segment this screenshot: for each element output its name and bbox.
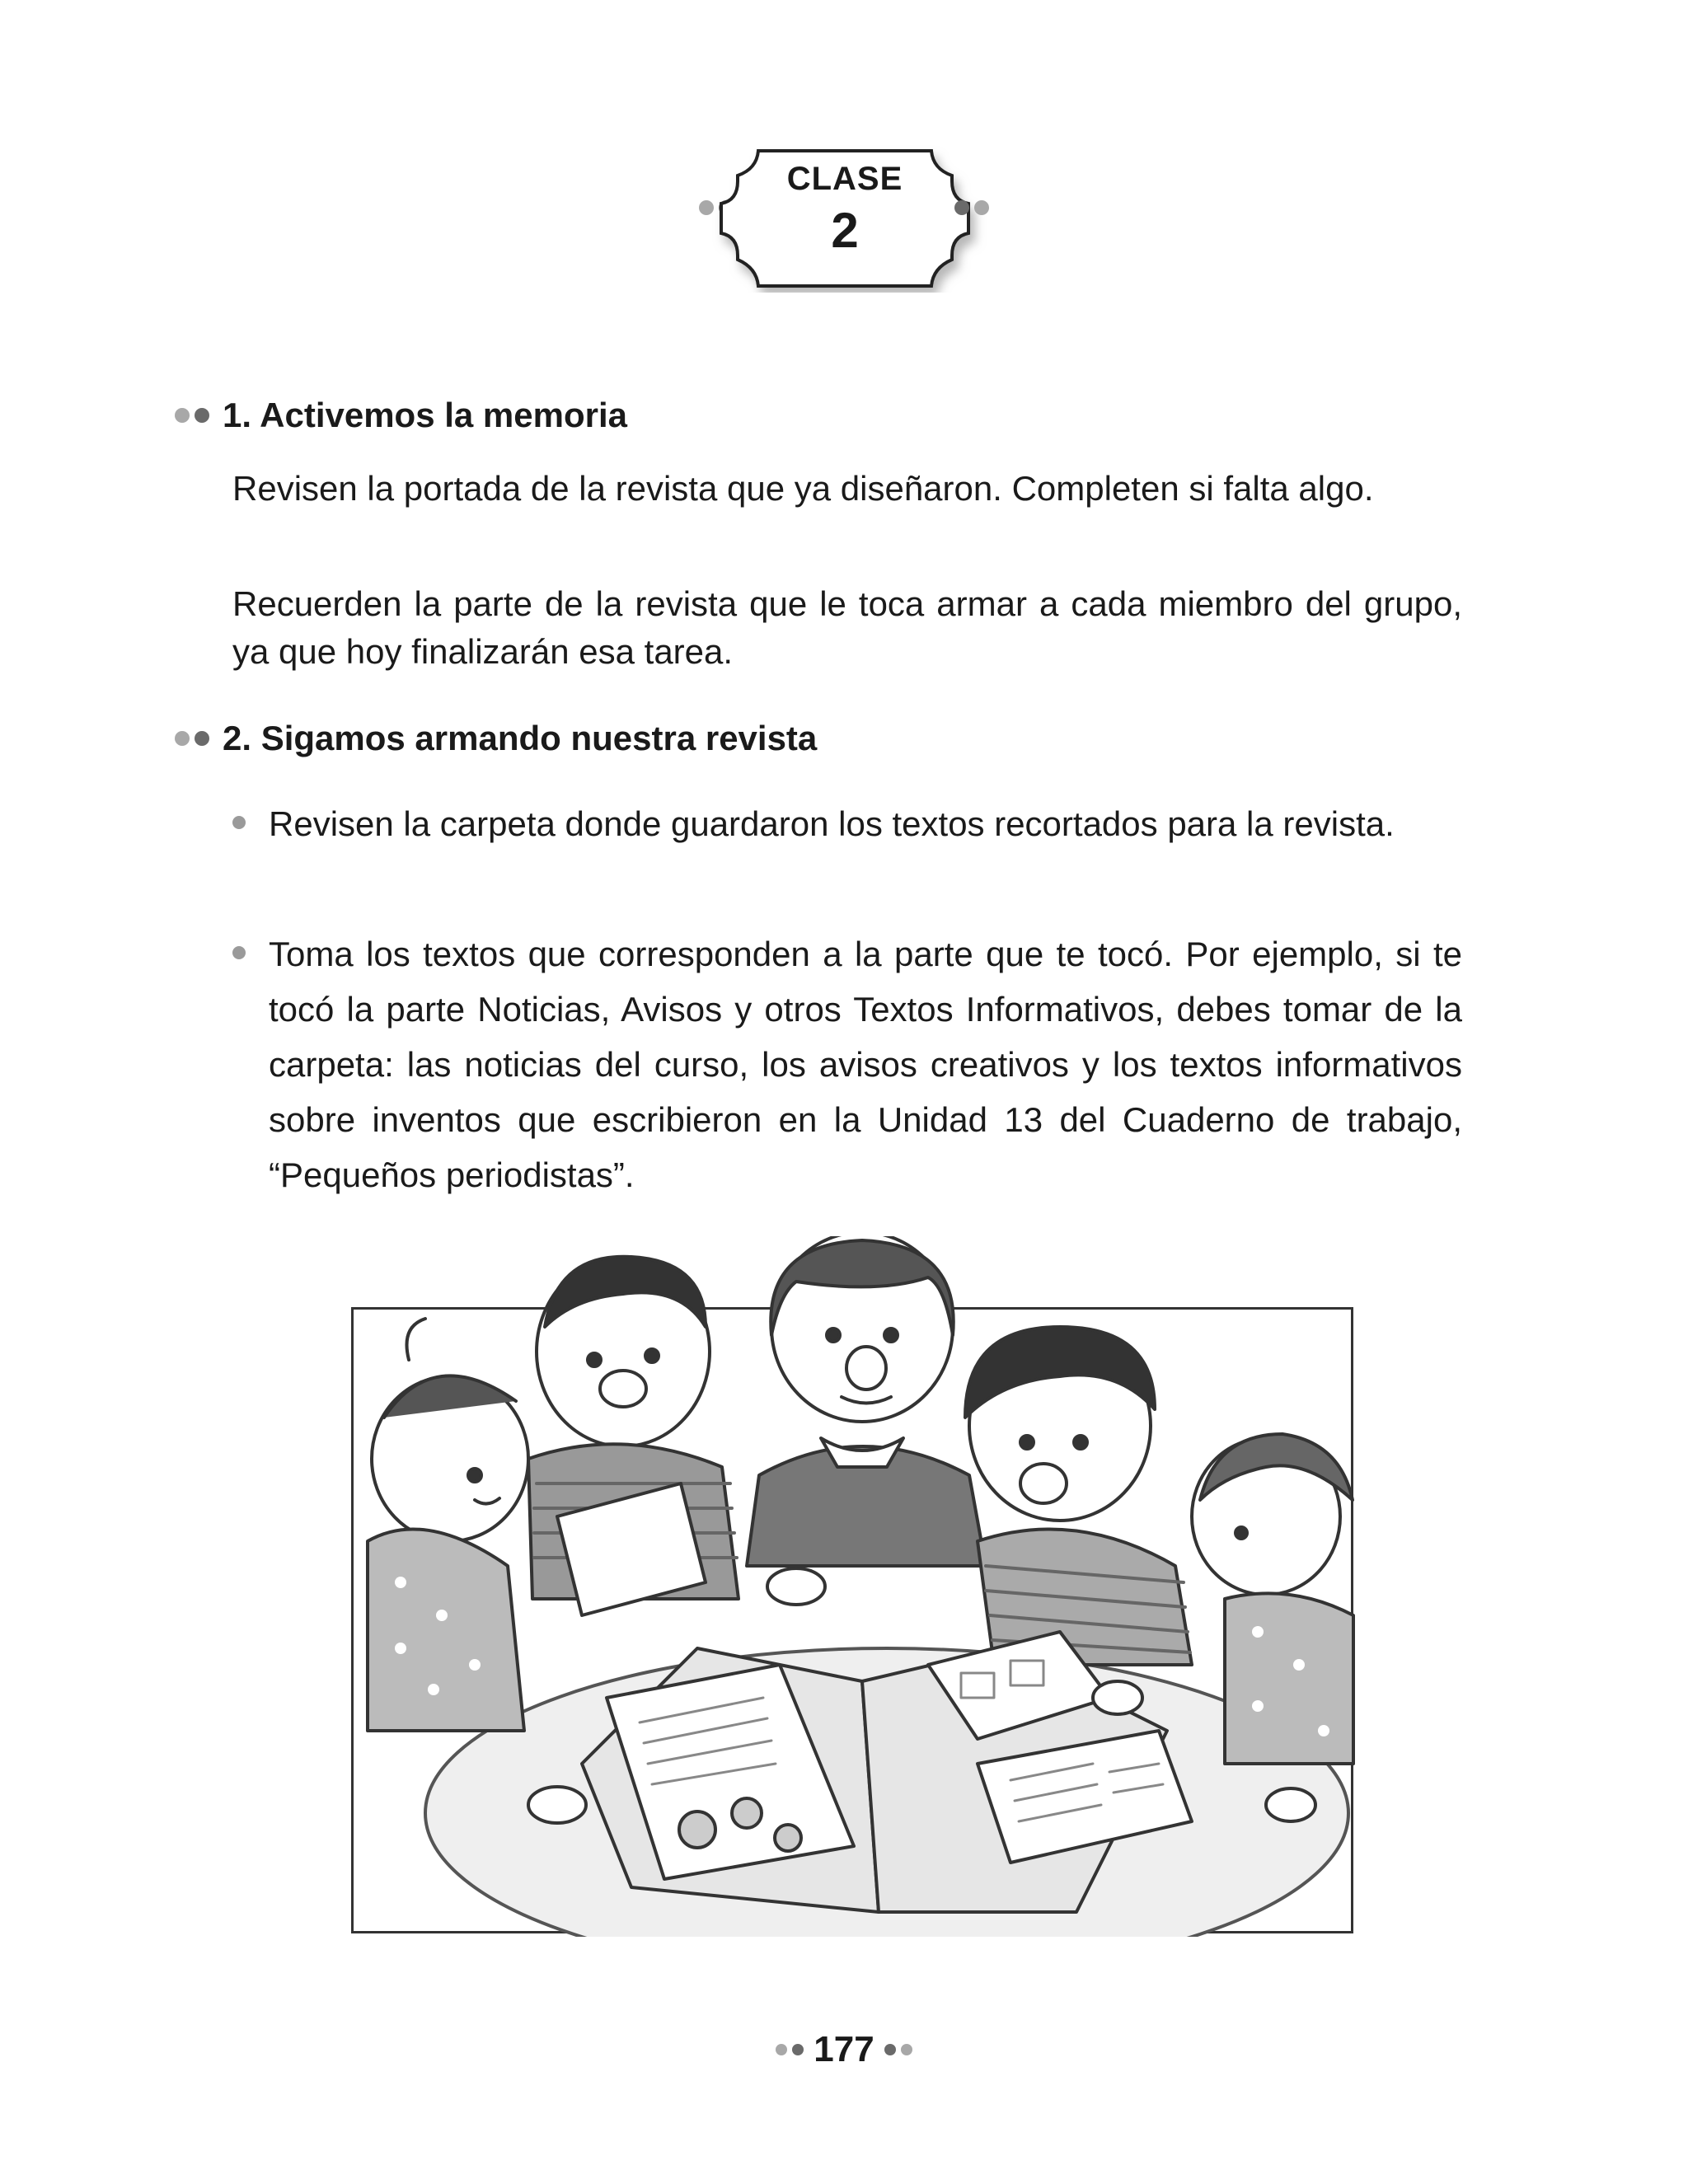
list-item	[232, 926, 1462, 1202]
bullet-icon	[232, 946, 246, 959]
list-item	[232, 796, 1462, 851]
bullet-text: Toma los textos que corresponden a la parte que te tocó. Por ejemplo, si te tocó la parte Noticias, Avisos y otros Textos Informativos, debes tomar de la carpeta: las noticias del curso, los avisos creativos y los textos informativos sobre inventos que escribieron en la Unidad 13 del Cuaderno de trabajo, “Pequeños periodistas”.	[269, 935, 1462, 1194]
section-2-title: 2. Sigamos armando nuestra revista	[223, 719, 818, 757]
illustration	[351, 1236, 1358, 1937]
section-1-paragraph-2: Recuerden la parte de la revista que le toca armar a cada miembro del grupo, ya que hoy finalizarán esa tarea.	[232, 584, 1462, 671]
class-label: CLASE	[786, 161, 903, 197]
heading-dots	[175, 408, 209, 423]
section-1-title: 1. Activemos la memoria	[223, 396, 627, 434]
page-dots-right	[884, 2044, 912, 2055]
section-2-heading	[175, 719, 817, 758]
page-dots-left	[776, 2044, 804, 2055]
bullet-text: Revisen la carpeta donde guardaron los textos recortados para la revista.	[269, 804, 1395, 843]
children-reading-magazine-illustration	[351, 1236, 1358, 1937]
section-1-heading	[175, 396, 627, 435]
class-badge	[701, 144, 989, 293]
page-number	[0, 2029, 1688, 2070]
heading-dots	[175, 731, 209, 746]
bullet-icon	[232, 816, 246, 829]
page-number-text: 177	[814, 2029, 874, 2069]
badge-dots-right	[954, 200, 989, 215]
section-1-paragraph-1: Revisen la portada de la revista que ya diseñaron. Completen si falta algo.	[232, 469, 1374, 508]
class-number: 2	[831, 203, 859, 258]
